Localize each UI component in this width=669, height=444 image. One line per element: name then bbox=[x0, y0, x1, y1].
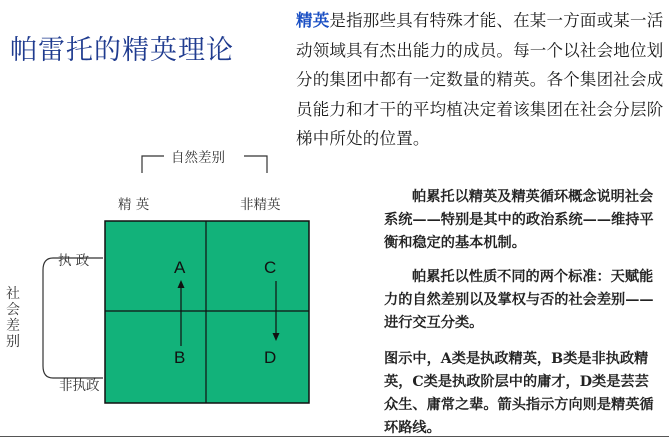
intro-text: 是指那些具有特殊才能、在某一方面或某一活动领域具有杰出能力的成员。每一个以社会地位划分的集团中都有一定数量的精英。各个集团社会成员能力和才干的平均植决定着该集团在社会分层阶梯中所处的位置。 bbox=[296, 11, 664, 148]
natural-difference-label: 自然差别 bbox=[171, 150, 225, 166]
row-label-non-ruling: 非执政 bbox=[59, 378, 100, 394]
row-label-ruling: 执 政 bbox=[58, 253, 90, 269]
note-paragraph-3: 图示中，A类是执政精英，B类是非执政精英，C类是执政阶层中的庸才，D类是芸芸众生、庸常之辈。箭头指示方向则是精英循环路线。 bbox=[384, 351, 654, 436]
cell-b: B bbox=[174, 348, 186, 367]
note-paragraph-2: 帕累托以性质不同的两个标准：天赋能力的自然差别以及掌权与否的社会差别——进行交互分类。 bbox=[384, 269, 654, 331]
social-difference-label: 社会差别 bbox=[6, 286, 20, 350]
quadrant-grid bbox=[104, 220, 310, 404]
cell-d: D bbox=[264, 348, 277, 367]
page-title: 帕雷托的精英理论 bbox=[10, 35, 234, 66]
social-difference-bracket bbox=[25, 248, 105, 388]
cell-c: C bbox=[264, 258, 277, 277]
bottom-divider bbox=[0, 436, 669, 437]
col-label-non-elite: 非精英 bbox=[240, 197, 281, 213]
col-label-elite: 精 英 bbox=[118, 197, 150, 213]
note-paragraph-1: 帕累托以精英及精英循环概念说明社会系统——特别是其中的政治系统——维持平衡和稳定的基本机制。 bbox=[384, 189, 654, 251]
intro-paragraph bbox=[296, 6, 664, 154]
cell-a: A bbox=[174, 258, 186, 277]
elite-term: 精英 bbox=[296, 11, 330, 30]
